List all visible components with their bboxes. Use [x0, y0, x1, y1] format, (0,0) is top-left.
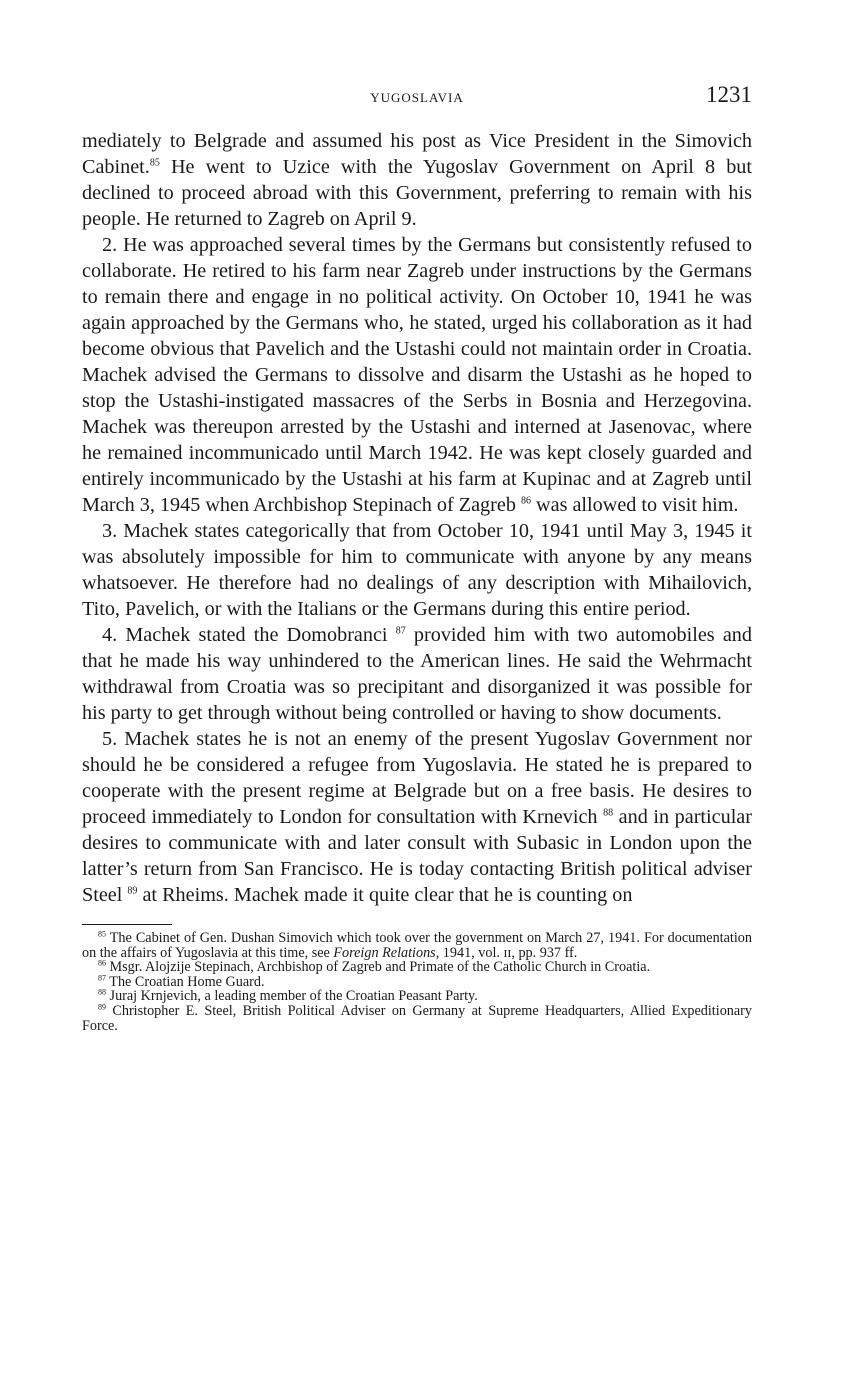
paragraph-2-text-b: was allowed to visit him. [530, 494, 739, 516]
page-number: 1231 [706, 82, 752, 107]
paragraph-5-text-a: 5. Machek states he is not an enemy of the present Yugoslav Government nor should he be considered a refugee from Yugoslavia. He stated he is prepared to cooperate with the present regime at Belgrade but on a free basis. He desires to proceed immediately to London for consultation with Krnevich [82, 728, 752, 828]
paragraph-1-text-b: He went to Uzice with the Yugoslav Government on April 8 but declined to proceed abroad with this Government, preferring to remain with his people. He returned to Zagreb on April 9. [82, 156, 752, 230]
paragraph-5-text-c: at Rheims. Machek made it quite clear that he is counting on [137, 884, 633, 906]
footnote-marker-85: 85 [98, 929, 106, 939]
document-page [82, 82, 752, 1033]
paragraph-4-text-a: 4. Machek stated the Domobranci [102, 624, 388, 646]
paragraph-4-text-b: provided him with two automobiles and that he made his way unhindered to the American lines. He said the Wehrmacht withdrawal from Croatia was so precipitant and disorganized it was possible for his party to get through without being controlled or having to show documents. [82, 624, 752, 724]
footnote-marker-86: 86 [98, 958, 106, 968]
footnote-ref-88: 88 [603, 807, 614, 819]
paragraph-4 [82, 622, 752, 726]
footnote-ref-89: 89 [127, 885, 138, 897]
footnote-marker-89: 89 [98, 1002, 106, 1012]
footnote-marker-88: 88 [98, 987, 106, 997]
footnote-85 [82, 931, 752, 960]
footnote-87-text: The Croatian Home Guard. [106, 973, 265, 990]
footnote-88 [82, 989, 752, 1004]
paragraph-2-text-a: 2. He was approached several times by the Germans but consistently refused to collaborate. He retired to his farm near Zagreb under instructions by the Germans to remain there and engage in no political activity. On October 10, 1941 he was again approached by the Germans who, he stated, urged his collaboration as it had become obvious that Pavelich and the Ustashi could not maintain order in Croatia. Machek advised the Germans to dissolve and disarm the Ustashi as he hoped to stop the Ustashi-instigated massacres of the Serbs in Bosnia and Herzegovina. Machek was thereupon arrested by the Ustashi and interned at Jasenovac, where he remained incommunicado until March 1942. He was kept closely guarded and entirely incommunicado by the Ustashi at his farm at Kupinac and at Zagreb until March 3, 1945 when Archbishop Stepinach of Zagreb [82, 234, 752, 516]
paragraph-5 [82, 726, 752, 908]
paragraph-1-text-a: mediately to Belgrade and assumed his post as Vice President in the Simovich Cabinet. [82, 130, 752, 178]
paragraph-3: 3. Machek states categorically that from October 10, 1941 until May 3, 1945 it was absolutely impossible for him to communicate with anyone by any means whatsoever. He therefore had no dealings of any description with Mihailovich, Tito, Pavelich, or with the Italians or the Germans during this entire period. [82, 520, 752, 620]
footnote-88-text: Juraj Krnjevich, a leading member of the Croatian Peasant Party. [106, 988, 478, 1005]
paragraph-5-text-b: and in particular desires to communicate with and later consult with Subasic in London upon the latter’s return from San Francisco. He is today contacting British political adviser Steel [82, 806, 752, 906]
paragraph-1 [82, 128, 752, 232]
footnote-marker-87: 87 [98, 973, 106, 983]
footnote-89 [82, 1004, 752, 1033]
footnote-89-text: Christopher E. Steel, British Political Adviser on Germany at Supreme Headquarters, Allied Expeditionary Force. [82, 1002, 752, 1034]
footnote-85-text-a: The Cabinet of Gen. Dushan Simovich which took over the government on March 27, 1941. For documentation on the affairs of Yugoslavia at this time, see [82, 930, 752, 961]
footnote-ref-87: 87 [395, 625, 406, 637]
footnote-85-italic: Foreign Relations [333, 944, 436, 961]
footnotes [82, 931, 752, 1033]
footnote-86 [82, 960, 752, 975]
footnote-rule [82, 924, 172, 925]
footnote-85-text-b: , 1941, vol. ɪɪ, pp. 937 ff. [435, 944, 578, 961]
paragraph-2 [82, 232, 752, 518]
footnote-ref-86: 86 [520, 495, 531, 507]
running-header [82, 82, 752, 116]
footnote-ref-85: 85 [149, 157, 160, 169]
running-title: YUGOSLAVIA [370, 90, 464, 105]
footnote-86-text: Msgr. Alojzije Stepinach, Archbishop of Zagreb and Primate of the Catholic Church in Croatia. [106, 959, 651, 976]
body-text [82, 128, 752, 908]
